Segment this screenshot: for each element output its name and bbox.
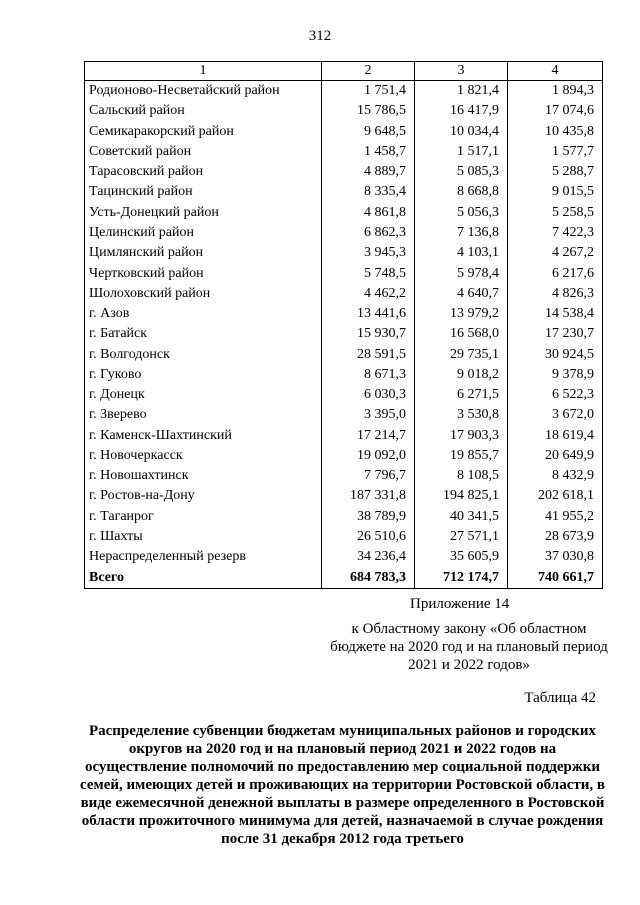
subsidy-table (84, 61, 603, 589)
territory-name-cell: Всего (85, 567, 322, 588)
amount-cell: 10 034,4 (415, 122, 508, 142)
amount-cell: 4 103,1 (415, 243, 508, 263)
amount-cell: 712 174,7 (415, 567, 508, 588)
amount-cell: 16 568,0 (415, 324, 508, 344)
page-number: 312 (308, 28, 332, 44)
amount-cell: 13 441,6 (322, 304, 415, 324)
amount-cell: 29 735,1 (415, 344, 508, 364)
table-row (85, 223, 603, 243)
amount-cell: 8 668,8 (415, 182, 508, 202)
amount-cell: 9 648,5 (322, 122, 415, 142)
amount-cell: 8 671,3 (322, 365, 415, 385)
amount-cell: 17 074,6 (508, 101, 603, 121)
table-row (85, 243, 603, 263)
territory-name-cell: Тарасовский район (85, 162, 322, 182)
column-header: 2 (322, 62, 415, 81)
territory-name-cell: Шолоховский район (85, 284, 322, 304)
amount-cell: 1 517,1 (415, 142, 508, 162)
territory-name-cell: г. Батайск (85, 324, 322, 344)
subsidy-table-wrapper (84, 61, 602, 589)
territory-name-cell: Тацинский район (85, 182, 322, 202)
table-row (85, 365, 603, 385)
table-row (85, 304, 603, 324)
column-header: 4 (508, 62, 603, 81)
amount-cell: 5 748,5 (322, 263, 415, 283)
table-row (85, 426, 603, 446)
amount-cell: 4 640,7 (415, 284, 508, 304)
amount-cell: 1 821,4 (415, 81, 508, 102)
amount-cell: 187 331,8 (322, 486, 415, 506)
amount-cell: 9 378,9 (508, 365, 603, 385)
amount-cell: 9 018,2 (415, 365, 508, 385)
amount-cell: 38 789,9 (322, 507, 415, 527)
territory-name-cell: г. Новошахтинск (85, 466, 322, 486)
amount-cell: 14 538,4 (508, 304, 603, 324)
territory-name-cell: г. Гуково (85, 365, 322, 385)
amount-cell: 17 903,3 (415, 426, 508, 446)
territory-name-cell: г. Ростов-на-Дону (85, 486, 322, 506)
table-row (85, 466, 603, 486)
amount-cell: 8 108,5 (415, 466, 508, 486)
amount-cell: 6 217,6 (508, 263, 603, 283)
table-row (85, 182, 603, 202)
amount-cell: 7 422,3 (508, 223, 603, 243)
amount-cell: 28 591,5 (322, 344, 415, 364)
amount-cell: 202 618,1 (508, 486, 603, 506)
amount-cell: 6 271,5 (415, 385, 508, 405)
amount-cell: 6 862,3 (322, 223, 415, 243)
table-row (85, 567, 603, 588)
table-body (85, 81, 603, 589)
amount-cell: 5 288,7 (508, 162, 603, 182)
amount-cell: 15 786,5 (322, 101, 415, 121)
territory-name-cell: г. Каменск-Шахтинский (85, 426, 322, 446)
table-row (85, 122, 603, 142)
amount-cell: 4 889,7 (322, 162, 415, 182)
territory-name-cell: Родионово-Несветайский район (85, 81, 322, 102)
amount-cell: 37 030,8 (508, 547, 603, 567)
amount-cell: 13 979,2 (415, 304, 508, 324)
table-header-row (85, 62, 603, 81)
table-row (85, 527, 603, 547)
column-header: 1 (85, 62, 322, 81)
table-label: Таблица 42 (524, 690, 596, 706)
amount-cell: 15 930,7 (322, 324, 415, 344)
amount-cell: 19 855,7 (415, 446, 508, 466)
table-row (85, 162, 603, 182)
amount-cell: 28 673,9 (508, 527, 603, 547)
amount-cell: 5 258,5 (508, 203, 603, 223)
amount-cell: 40 341,5 (415, 507, 508, 527)
table-row (85, 324, 603, 344)
amount-cell: 194 825,1 (415, 486, 508, 506)
amount-cell: 5 085,3 (415, 162, 508, 182)
amount-cell: 30 924,5 (508, 344, 603, 364)
amount-cell: 7 136,8 (415, 223, 508, 243)
territory-name-cell: г. Азов (85, 304, 322, 324)
territory-name-cell: г. Волгодонск (85, 344, 322, 364)
amount-cell: 27 571,1 (415, 527, 508, 547)
amount-cell: 3 945,3 (322, 243, 415, 263)
amount-cell: 4 267,2 (508, 243, 603, 263)
table-row (85, 507, 603, 527)
amount-cell: 4 861,8 (322, 203, 415, 223)
appendix-label: Приложение 14 (410, 596, 510, 612)
amount-cell: 1 458,7 (322, 142, 415, 162)
amount-cell: 16 417,9 (415, 101, 508, 121)
amount-cell: 7 796,7 (322, 466, 415, 486)
territory-name-cell: г. Таганрог (85, 507, 322, 527)
amount-cell: 35 605,9 (415, 547, 508, 567)
amount-cell: 26 510,6 (322, 527, 415, 547)
territory-name-cell: г. Новочеркасск (85, 446, 322, 466)
amount-cell: 17 214,7 (322, 426, 415, 446)
table-row (85, 547, 603, 567)
territory-name-cell: Целинский район (85, 223, 322, 243)
amount-cell: 3 530,8 (415, 405, 508, 425)
amount-cell: 41 955,2 (508, 507, 603, 527)
amount-cell: 17 230,7 (508, 324, 603, 344)
territory-name-cell: г. Донецк (85, 385, 322, 405)
territory-name-cell: г. Шахты (85, 527, 322, 547)
amount-cell: 9 015,5 (508, 182, 603, 202)
amount-cell: 5 056,3 (415, 203, 508, 223)
table-row (85, 142, 603, 162)
table-row (85, 101, 603, 121)
territory-name-cell: Цимлянский район (85, 243, 322, 263)
amount-cell: 3 672,0 (508, 405, 603, 425)
territory-name-cell: Советский район (85, 142, 322, 162)
amount-cell: 18 619,4 (508, 426, 603, 446)
amount-cell: 1 577,7 (508, 142, 603, 162)
territory-name-cell: Чертковский район (85, 263, 322, 283)
amount-cell: 740 661,7 (508, 567, 603, 588)
table-heading: Распределение субвенции бюджетам муниципальных районов и городских округов на 2020 год и на плановый период 2021 и 2022 годов на осуществление полномочий по предоставлению мер социальной поддержки семей, имеющих детей и проживающих на территории Ростовской области, в виде ежемесячной денежной выплаты в размере определенного в Ростовской области прожиточного минимума для детей, назначаемой в случае рождения после 31 декабря 2012 года третьего (80, 723, 605, 847)
amount-cell: 1 894,3 (508, 81, 603, 102)
territory-name-cell: г. Зверево (85, 405, 322, 425)
column-header: 3 (415, 62, 508, 81)
amount-cell: 6 522,3 (508, 385, 603, 405)
amount-cell: 3 395,0 (322, 405, 415, 425)
amount-cell: 10 435,8 (508, 122, 603, 142)
territory-name-cell: Сальский район (85, 101, 322, 121)
territory-name-cell: Семикаракорский район (85, 122, 322, 142)
table-row (85, 405, 603, 425)
amount-cell: 8 335,4 (322, 182, 415, 202)
table-row (85, 344, 603, 364)
amount-cell: 34 236,4 (322, 547, 415, 567)
amount-cell: 19 092,0 (322, 446, 415, 466)
table-row (85, 81, 603, 102)
table-row (85, 486, 603, 506)
amount-cell: 4 826,3 (508, 284, 603, 304)
table-row (85, 446, 603, 466)
appendix-text: к Областному закону «Об областном бюджете на 2020 год и на плановый период 2021 и 2022 годов» (330, 621, 608, 673)
territory-name-cell: Усть-Донецкий район (85, 203, 322, 223)
amount-cell: 684 783,3 (322, 567, 415, 588)
territory-name-cell: Нераспределенный резерв (85, 547, 322, 567)
amount-cell: 8 432,9 (508, 466, 603, 486)
table-row (85, 203, 603, 223)
amount-cell: 6 030,3 (322, 385, 415, 405)
amount-cell: 1 751,4 (322, 81, 415, 102)
table-row (85, 385, 603, 405)
amount-cell: 4 462,2 (322, 284, 415, 304)
table-row (85, 284, 603, 304)
amount-cell: 5 978,4 (415, 263, 508, 283)
amount-cell: 20 649,9 (508, 446, 603, 466)
table-row (85, 263, 603, 283)
